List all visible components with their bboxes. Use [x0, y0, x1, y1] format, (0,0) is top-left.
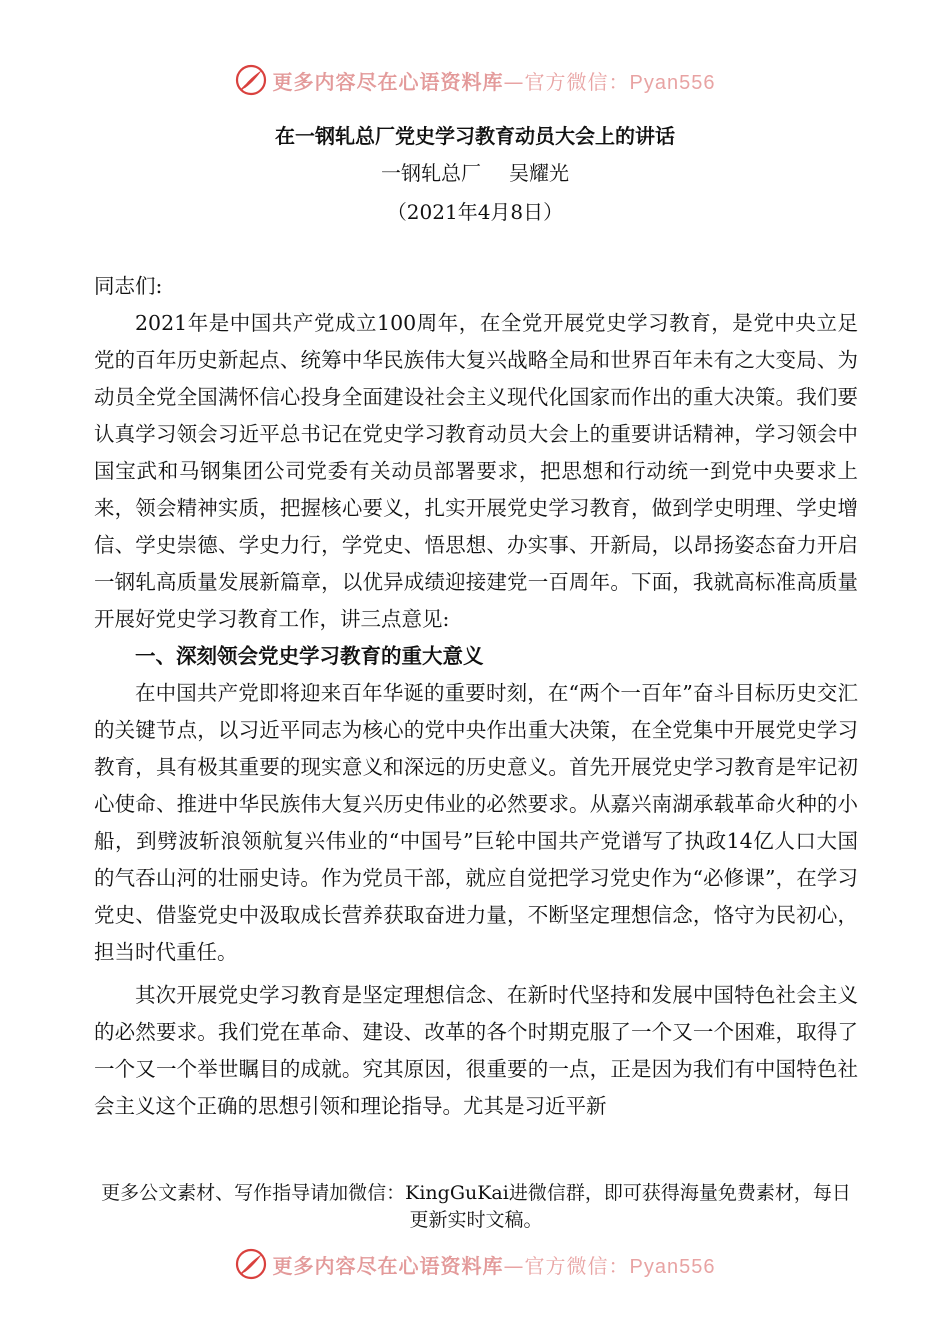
watermark-brand: 更多内容尽在心语资料库 [272, 69, 504, 94]
body-paragraph: 在中国共产党即将迎来百年华诞的重要时刻，在“两个一百年”奋斗目标历史交汇的关键节点，以习近平同志为核心的党中央作出重大决策，在全党集中开展党史学习教育，具有极其重要的现实意义和深远的历史意义。首先开展党史学习教育是牢记初心使命、推进中华民族伟大复兴历史伟业的必然要求。从嘉兴南湖承载革命火种的小船，到劈波斩浪领航复兴伟业的“中国号”巨轮中国共产党谱写了执政14亿人口大国的气吞山河的壮丽史诗。作为党员干部，就应自觉把学习党史作为“必修课”，在学习党史、借鉴党史中汲取成长营养获取奋进力量，不断坚定理想信念，恪守为民初心，担当时代重任。 [94, 681, 858, 964]
author-line [0, 157, 950, 186]
watermark-wechat-id: Pyan556 [629, 71, 716, 94]
salutation: 同志们: [94, 274, 163, 298]
watermark-text [273, 1250, 716, 1279]
watermark-brand: 更多内容尽在心语资料库 [272, 1253, 504, 1278]
footer-note: 更多公文素材、写作指导请加微信：KingGuKai进微信群，即可获得海量免费素材，每日更新实时文稿。 [101, 1182, 851, 1231]
watermark-text [273, 66, 716, 95]
quill-pen-logo-icon [235, 64, 267, 96]
watermark-contact: 官方微信： [524, 69, 630, 94]
watermark-dash: — [503, 69, 525, 94]
quill-pen-logo-icon [235, 1248, 267, 1280]
author-organization: 一钢轧总厂 [381, 161, 481, 185]
document-title: 在一钢轧总厂党史学习教育动员大会上的讲话 [275, 124, 675, 148]
author-name: 吴耀光 [509, 161, 569, 185]
section-heading: 一、深刻领会党史学习教育的重大意义 [135, 644, 484, 668]
watermark-wechat-id: Pyan556 [629, 1255, 716, 1278]
watermark-contact: 官方微信： [524, 1253, 630, 1278]
watermark-dash: — [503, 1253, 525, 1278]
bottom-watermark-banner [0, 1244, 950, 1284]
body-paragraph: 2021年是中国共产党成立100周年，在全党开展党史学习教育，是党中央立足党的百年历史新起点、统筹中华民族伟大复兴战略全局和世界百年未有之大变局、为动员全党全国满怀信心投身全面建设社会主义现代化国家而作出的重大决策。我们要认真学习领会习近平总书记在党史学习教育动员大会上的重要讲话精神，学习领会中国宝武和马钢集团公司党委有关动员部署要求，把思想和行动统一到党中央要求上来，领会精神实质，把握核心要义，扎实开展党史学习教育，做到学史明理、学史增信、学史崇德、学史力行，学党史、悟思想、办实事、开新局，以昂扬姿态奋力开启一钢轧高质量发展新篇章，以优异成绩迎接建党一百周年。下面，我就高标准高质量开展好党史学习教育工作，讲三点意见: [94, 311, 858, 631]
document-date: （2021年4月8日） [386, 200, 564, 224]
document-body [94, 268, 858, 1125]
body-paragraph: 其次开展党史学习教育是坚定理想信念、在新时代坚持和发展中国特色社会主义的必然要求。我们党在革命、建设、改革的各个时期克服了一个又一个困难，取得了一个又一个举世瞩目的成就。究其原因，很重要的一点，正是因为我们有中国特色社会主义这个正确的思想引领和理论指导。尤其是习近平新 [94, 983, 858, 1118]
top-watermark-banner [0, 60, 950, 100]
